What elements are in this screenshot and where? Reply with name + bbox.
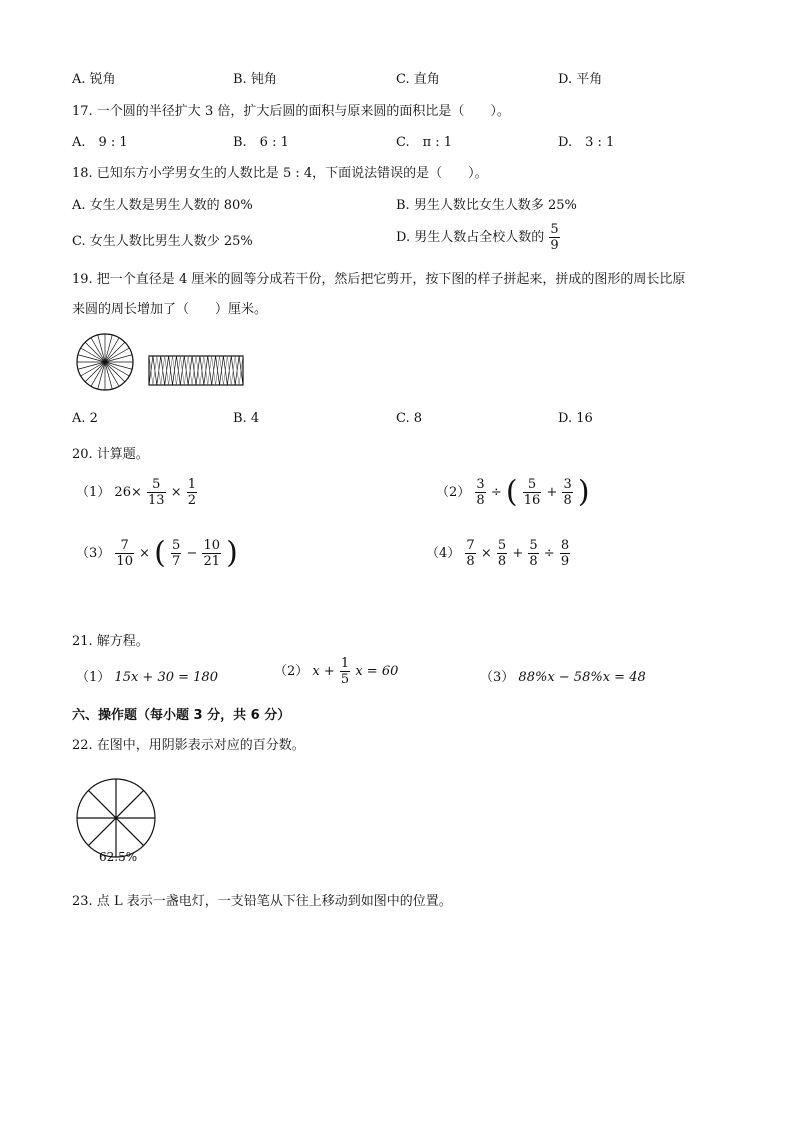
fraction <box>497 538 507 569</box>
q20-title: 20. 计算题。 <box>72 447 149 462</box>
fraction-denominator: 8 <box>529 554 538 569</box>
right-paren: ) <box>226 535 238 571</box>
equation-text: 15x + 30 = 180 <box>114 670 218 685</box>
q18-text: 18. 已知东方小学男女生的人数比是 5 : 4，下面说法错误的是（ ）。 <box>72 166 488 181</box>
q17-option-a: A. 9 : 1 <box>72 135 128 150</box>
fraction-numerator: 7 <box>115 538 134 554</box>
fraction-numerator: 5 <box>497 538 507 553</box>
operator: × <box>170 485 182 500</box>
operator: ÷ <box>490 485 502 500</box>
q20-expression-3 <box>76 535 238 571</box>
equation-text: x = 60 <box>355 664 399 679</box>
fraction <box>562 477 572 508</box>
q21-label-2: （2） <box>274 664 309 679</box>
equation-text: 88%x − 58%x = 48 <box>518 670 646 685</box>
fraction-denominator: 8 <box>476 493 485 508</box>
fraction-denominator: 5 <box>340 672 350 687</box>
q19-text-line2: 来圆的周长增加了（ ）厘米。 <box>72 302 268 317</box>
q23-text: 23. 点 L 表示一盏电灯，一支铅笔从下往上移动到如图中的位置。 <box>72 894 452 909</box>
fraction-denominator: 13 <box>148 493 165 508</box>
q19-rearranged-shape-figure <box>148 355 244 387</box>
fraction-numerator: 5 <box>172 538 181 553</box>
q17-option-b: B. 6 : 1 <box>233 135 289 150</box>
q21-title: 21. 解方程。 <box>72 634 149 649</box>
operator: + <box>512 546 524 561</box>
left-paren: ( <box>505 474 518 510</box>
q21-equation-1 <box>76 666 218 685</box>
q20-label-2: （2） <box>436 485 471 500</box>
fraction-denominator: 16 <box>523 493 541 508</box>
fraction <box>475 477 485 508</box>
operator: × <box>480 546 492 561</box>
fraction-denominator: 2 <box>187 493 197 508</box>
q17-option-d: D. 3 : 1 <box>558 135 615 150</box>
q18-option-d-label: D. 男生人数占全校人数的 <box>396 230 545 245</box>
q19-option-b: B. 4 <box>233 411 260 426</box>
fraction <box>171 538 181 569</box>
fraction <box>187 477 197 508</box>
left-paren: ( <box>154 535 166 571</box>
fraction <box>115 538 134 569</box>
q18-option-b: B. 男生人数比女生人数多 25% <box>396 198 577 213</box>
q20-expression-4 <box>426 538 571 569</box>
q16-option-d: D. 平角 <box>558 72 603 87</box>
q16-option-a: A. 锐角 <box>72 72 116 87</box>
q19-text-line1: 19. 把一个直径是 4 厘米的圆等分成若干份，然后把它剪开，按下图的样子拼起来，拼成的图形的周长比原 <box>72 272 686 287</box>
q19-option-d: D. 16 <box>558 411 593 426</box>
q22-text: 22. 在图中，用阴影表示对应的百分数。 <box>72 738 305 753</box>
expr-term: 26× <box>114 485 142 500</box>
right-paren: ) <box>577 474 590 510</box>
fraction <box>202 538 221 569</box>
q22-circle-eighths-figure <box>75 777 157 859</box>
q21-equation-3 <box>480 666 646 685</box>
q20-expression-1 <box>76 477 198 508</box>
q22-caption: 62.5% <box>99 850 138 864</box>
fraction-denominator: 9 <box>560 554 570 569</box>
fraction-numerator: 1 <box>340 656 350 671</box>
fraction-denominator: 7 <box>172 554 181 569</box>
fraction-denominator: 9 <box>550 238 559 253</box>
q20-label-3: （3） <box>76 546 111 561</box>
q18-option-d-fraction <box>549 222 559 253</box>
fraction-numerator: 3 <box>476 477 485 492</box>
fraction <box>523 477 542 508</box>
q18-option-d <box>396 222 561 253</box>
fraction-numerator: 5 <box>550 222 559 237</box>
q21-label-3: （3） <box>480 670 515 685</box>
q17-text: 17. 一个圆的半径扩大 3 倍，扩大后圆的面积与原来圆的面积比是（ ）。 <box>72 104 510 119</box>
fraction <box>340 656 350 687</box>
fraction-numerator: 1 <box>187 477 197 492</box>
fraction-denominator: 21 <box>203 554 221 569</box>
q20-expression-2 <box>436 474 590 510</box>
q20-label-4: （4） <box>426 546 461 561</box>
fraction-numerator: 5 <box>523 477 542 493</box>
fraction-numerator: 10 <box>203 538 221 553</box>
q19-option-c: C. 8 <box>396 411 423 426</box>
fraction <box>465 538 475 569</box>
operator: − <box>186 546 198 561</box>
fraction-numerator: 7 <box>466 538 475 553</box>
section-6-heading: 六、操作题（每小题 3 分，共 6 分） <box>72 708 291 723</box>
fraction-denominator: 8 <box>466 554 475 569</box>
q21-equation-2 <box>274 656 398 687</box>
q19-divided-circle-figure <box>75 332 135 392</box>
fraction-denominator: 8 <box>563 493 572 508</box>
fraction <box>560 538 570 569</box>
fraction-numerator: 8 <box>560 538 570 553</box>
q18-option-c: C. 女生人数比男生人数少 25% <box>72 234 253 249</box>
fraction-denominator: 10 <box>116 554 133 569</box>
equation-text: x + <box>312 664 335 679</box>
q17-option-c: C. π : 1 <box>396 135 453 150</box>
fraction-denominator: 8 <box>497 554 507 569</box>
operator: ÷ <box>543 546 555 561</box>
fraction-numerator: 5 <box>529 538 538 553</box>
q19-option-a: A. 2 <box>72 411 98 426</box>
operator: + <box>546 485 558 500</box>
operator: × <box>139 546 151 561</box>
fraction-numerator: 3 <box>563 477 572 492</box>
q16-option-c: C. 直角 <box>396 72 440 87</box>
fraction-numerator: 5 <box>147 477 166 493</box>
fraction <box>147 477 166 508</box>
q16-option-b: B. 钝角 <box>233 72 277 87</box>
q18-option-a: A. 女生人数是男生人数的 80% <box>72 198 253 213</box>
fraction <box>528 538 538 569</box>
q21-label-1: （1） <box>76 670 111 685</box>
q20-label-1: （1） <box>76 485 111 500</box>
